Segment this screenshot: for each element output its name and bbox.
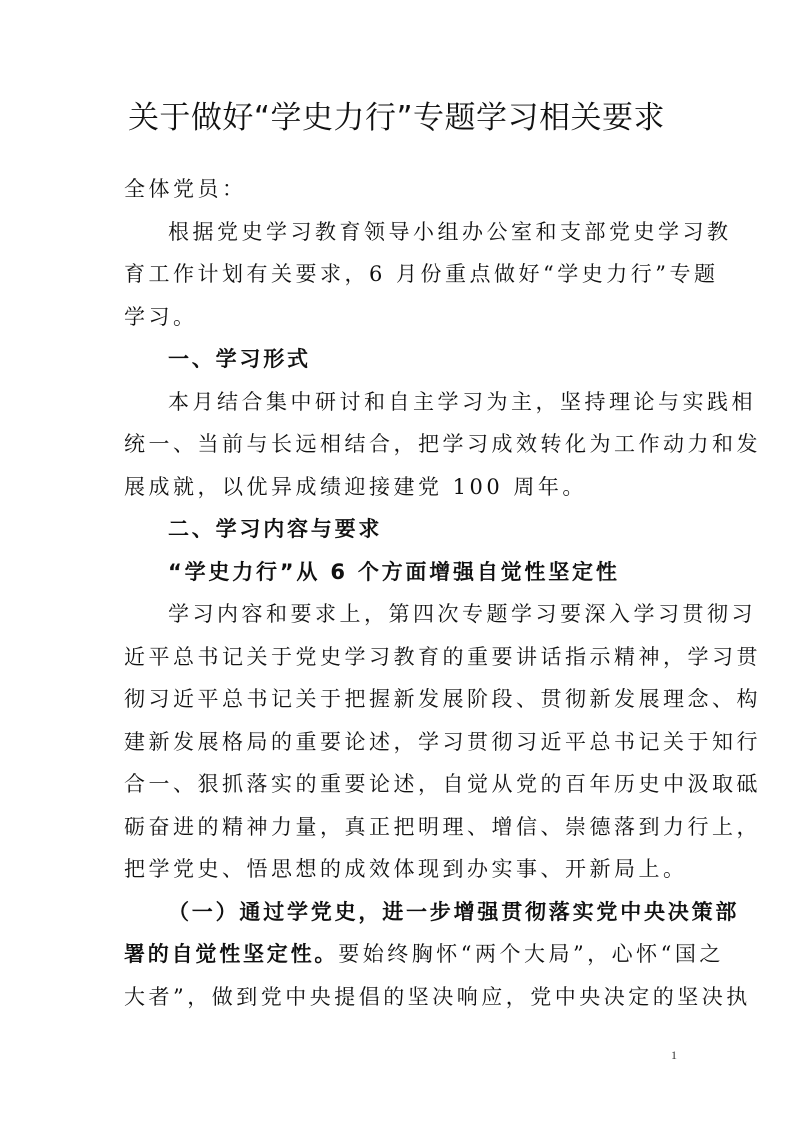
section2-line: 砺奋进的精神力量，真正把明理、增信、崇德落到力行上， xyxy=(124,814,761,839)
salutation: 全体党员： xyxy=(124,177,247,201)
document-title: 关于做好“学史力行”专题学习相关要求 xyxy=(127,100,666,136)
section1-line: 统一、当前与长远相结合，把学习成效转化为工作动力和发 xyxy=(124,432,761,456)
section2-line: 合一、狠抓落实的重要论述，自觉从党的百年历史中汲取砥 xyxy=(124,772,761,796)
page-number: 1 xyxy=(671,1048,677,1062)
section2-line: 学习内容和要求上，第四次专题学习要深入学习贯彻习 xyxy=(168,602,756,626)
intro-line: 育工作计划有关要求，6 月份重点做好“学史力行”专题 xyxy=(124,262,719,286)
section1-line: 展成就，以优异成绩迎接建党 100 周年。 xyxy=(124,474,587,499)
item1-line xyxy=(124,933,724,976)
section1-line: 本月结合集中研讨和自主学习为主，坚持理论与实践相 xyxy=(168,389,756,414)
item1-bold-lead: 署的自觉性坚定性。 xyxy=(124,942,339,966)
item1-bold-line: （一）通过学党史，进一步增强贯彻落实党中央决策部 xyxy=(168,899,740,924)
section2-line: 彻习近平总书记关于把握新发展阶段、贯彻新发展理念、构 xyxy=(124,687,761,711)
section-heading-form: 一、学习形式 xyxy=(168,347,311,371)
intro-line: 学习。 xyxy=(124,304,198,329)
section2-line: 建新发展格局的重要论述，学习贯彻习近平总书记关于知行 xyxy=(124,729,761,754)
section-subheading: “学史力行”从 6 个方面增强自觉性坚定性 xyxy=(168,559,620,584)
item1-line: 大者”，做到党中央提倡的坚决响应，党中央决定的坚决执 xyxy=(124,984,751,1009)
section2-line: 近平总书记关于党史学习教育的重要讲话指示精神，学习贯 xyxy=(124,644,761,669)
item1-text: 要始终胸怀“两个大局”，心怀“国之 xyxy=(338,942,724,966)
section-heading-content: 二、学习内容与要求 xyxy=(168,517,383,541)
section2-line: 把学党史、悟思想的成效体现到办实事、开新局上。 xyxy=(124,857,688,881)
document-body xyxy=(124,168,761,1018)
intro-line: 根据党史学习教育领导小组办公室和支部党史学习教 xyxy=(168,219,732,244)
